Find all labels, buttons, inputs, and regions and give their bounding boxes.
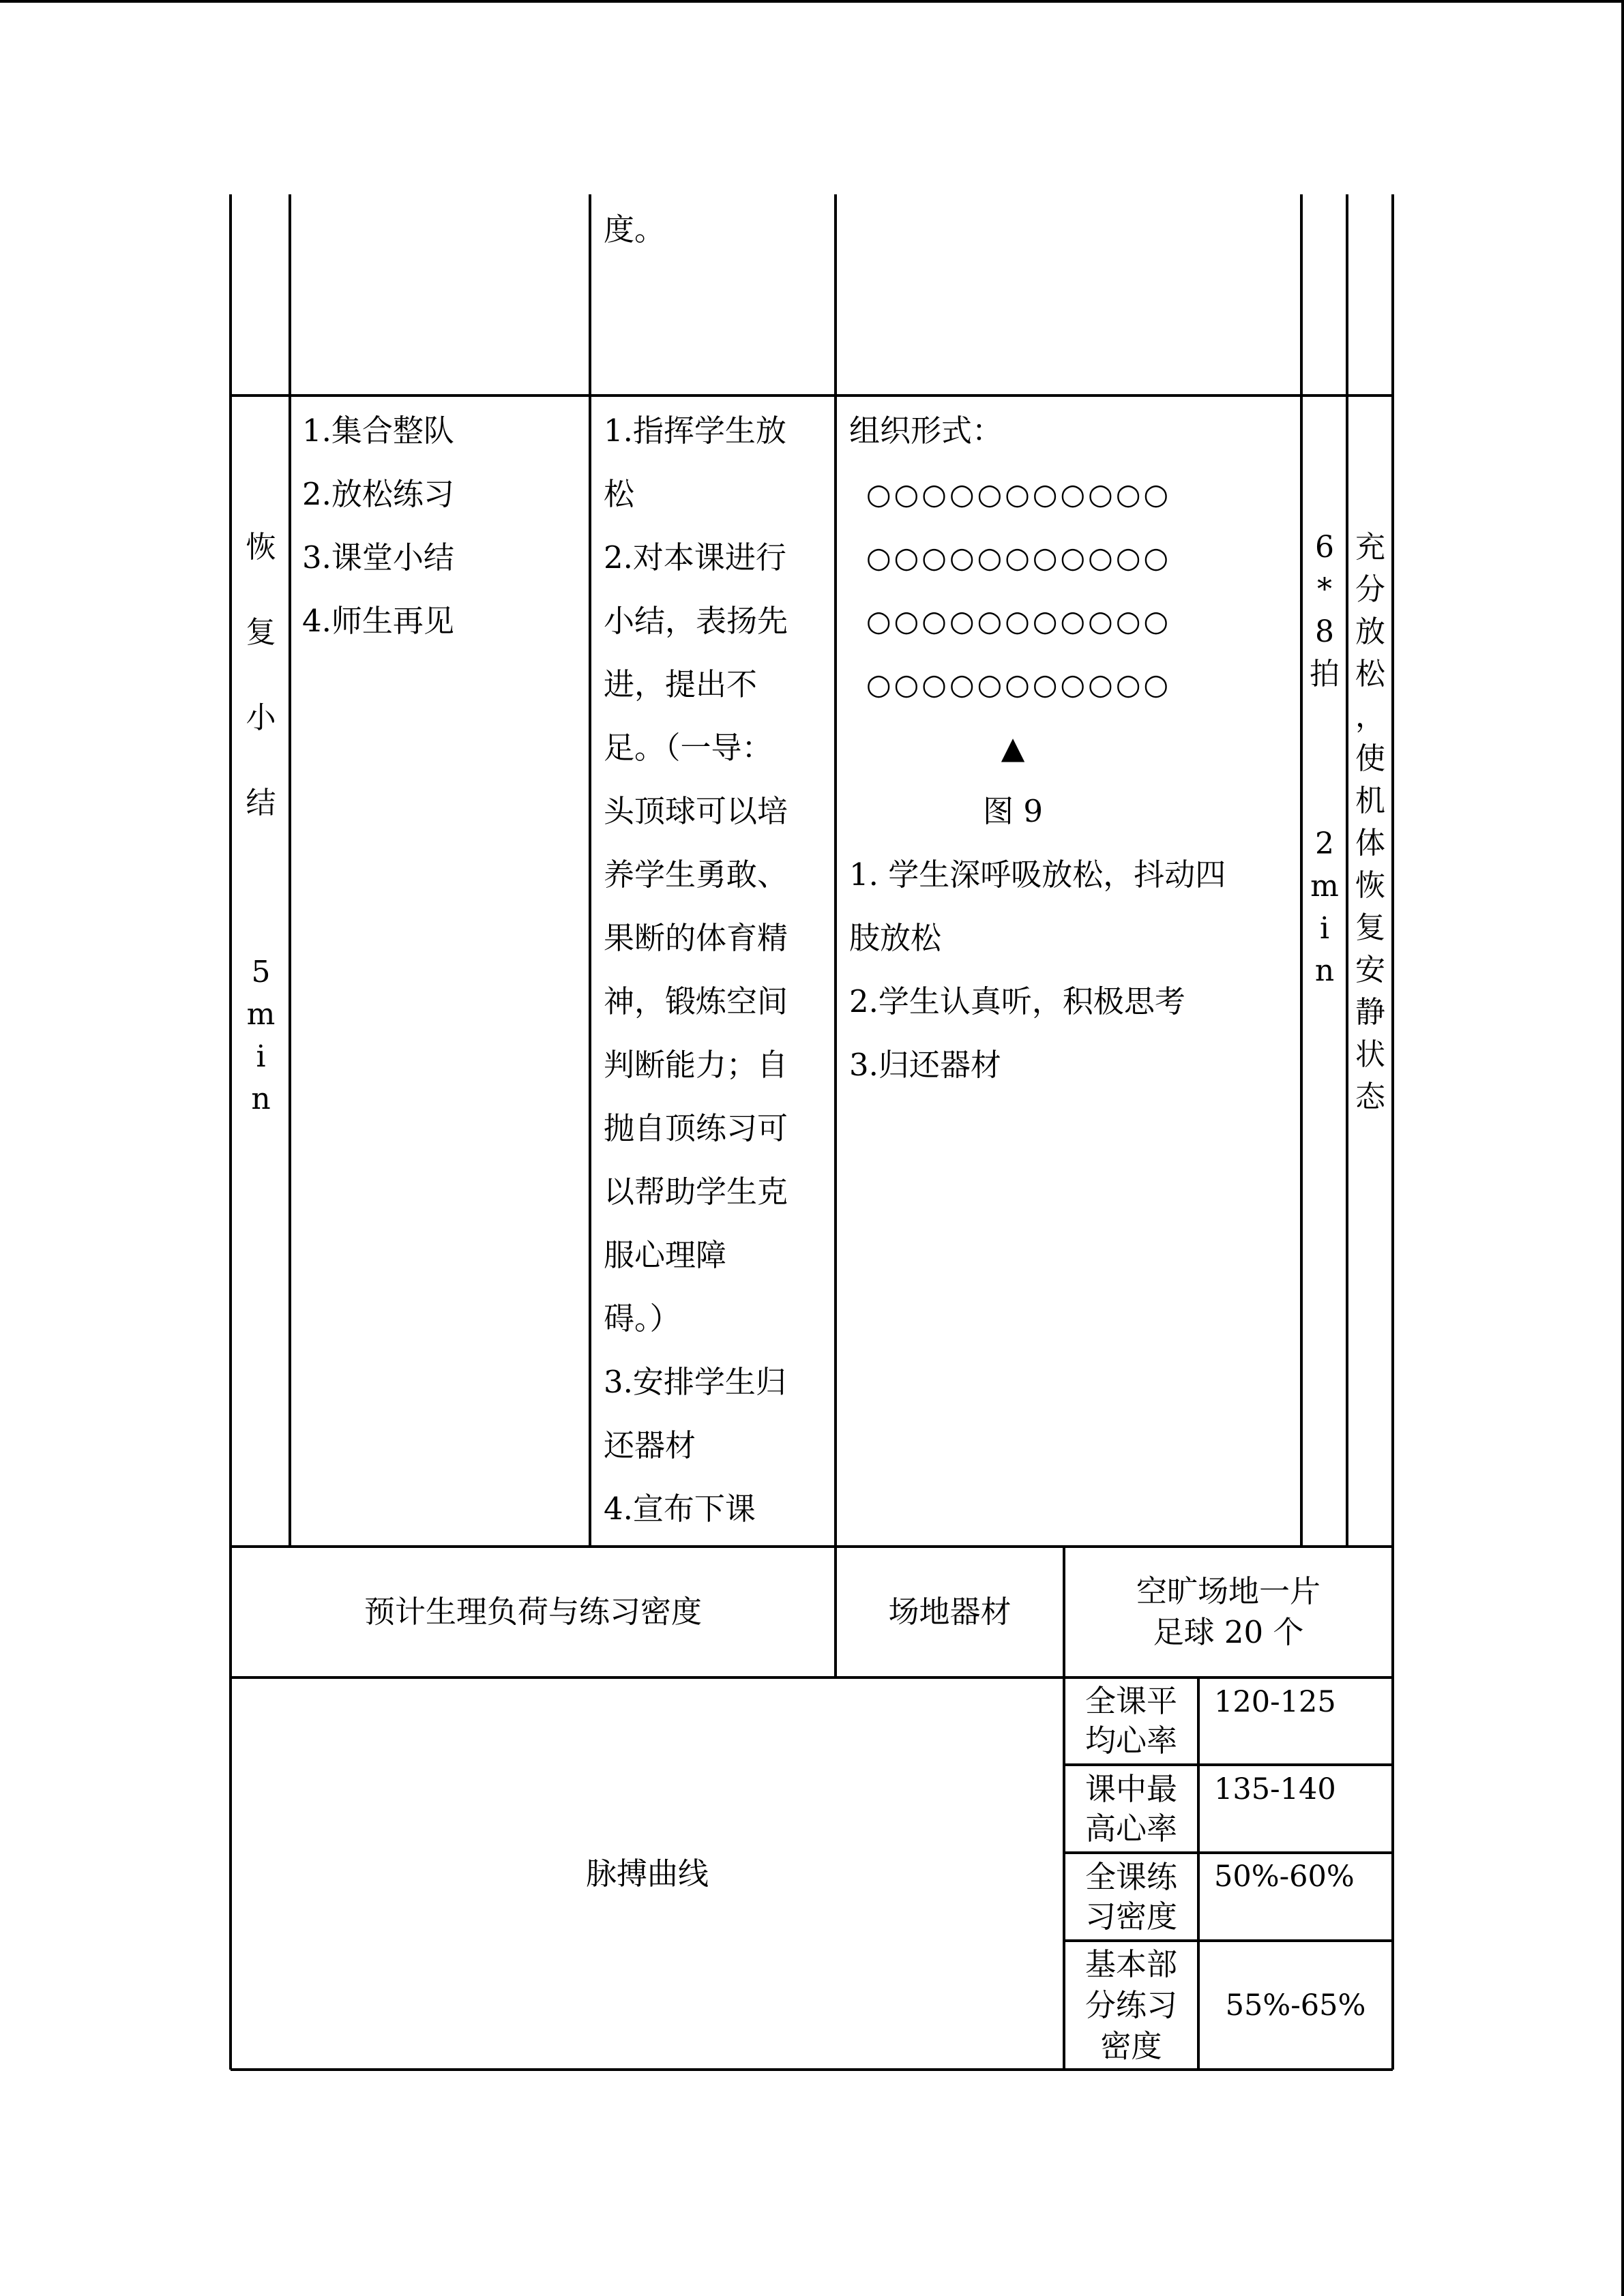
pulse-curve-label: 脉搏曲线 (585, 1855, 709, 1892)
section-duration-char: n (251, 1082, 271, 1116)
teacher-line: 抛自顶练习可 (604, 1110, 788, 1146)
formation-row: ○○○○○○○○○○○ (866, 668, 1172, 701)
teacher-line: 养学生勇敢、 (604, 856, 788, 893)
student-line: 1. 学生深呼吸放松，抖动四 (849, 856, 1226, 893)
requirement-char: ， (1355, 699, 1385, 734)
figure-caption: 图 9 (983, 793, 1043, 829)
section-duration-char: 5 (251, 955, 271, 989)
formation-row: ○○○○○○○○○○○ (866, 541, 1172, 574)
student-line: 2.学生认真听，积极思考 (849, 983, 1185, 1019)
requirement-char: 状 (1355, 1037, 1385, 1072)
content-item: 4.师生再见 (302, 603, 454, 639)
teacher-position-marker: ▲ (1001, 730, 1025, 766)
section-duration-char: i (256, 1039, 266, 1074)
formation-row: ○○○○○○○○○○○ (866, 604, 1172, 638)
teacher-line: 1.指挥学生放 (604, 413, 786, 449)
teacher-line: 果断的体育精 (604, 920, 788, 956)
requirement-char: 放 (1355, 614, 1385, 649)
formation-row: ○○○○○○○○○○○ (866, 477, 1172, 511)
section-name-char: 结 (246, 786, 276, 820)
metric-label-line: 习密度 (1084, 1898, 1177, 1935)
teacher-line: 神，锻炼空间 (604, 983, 788, 1019)
teacher-line: 服心理障 (604, 1237, 727, 1273)
metric-label (1065, 1766, 1197, 1851)
metric-label-line: 密度 (1100, 2027, 1162, 2064)
section-name-char: 恢 (246, 530, 276, 565)
teacher-line: 以帮助学生克 (604, 1174, 788, 1210)
teacher-line: 3.安排学生归 (604, 1364, 786, 1400)
requirement-char: 安 (1355, 953, 1385, 987)
reps-char: 6 (1315, 530, 1334, 565)
requirement-char: 体 (1355, 826, 1385, 861)
section-name-char: 复 (246, 615, 276, 650)
teacher-line: 头顶球可以培 (604, 793, 788, 829)
reps-char: 拍 (1310, 657, 1340, 691)
metric-value: 55%-65% (1225, 1988, 1366, 2023)
requirement-char: 松 (1355, 657, 1385, 691)
teacher-line: 进，提出不 (604, 666, 758, 702)
reps-char: * (1317, 572, 1332, 607)
metric-value: 50%-60% (1214, 1860, 1355, 1894)
section-name-char: 小 (246, 700, 276, 735)
requirement-char: 恢 (1355, 868, 1385, 903)
teacher-line: 松 (604, 476, 635, 512)
content-item: 2.放松练习 (302, 476, 454, 512)
time-char: 2 (1315, 826, 1334, 861)
teacher-line: 2.对本课进行 (604, 539, 786, 576)
requirement-char: 复 (1355, 910, 1385, 945)
section-duration-char: m (246, 997, 276, 1032)
time-char: i (1319, 911, 1330, 946)
teacher-line: 判断能力；自 (604, 1047, 788, 1083)
content-item: 1.集合整队 (302, 413, 454, 449)
time-char: n (1314, 953, 1335, 988)
time-char: m (1310, 869, 1339, 904)
load-density-label: 预计生理负荷与练习密度 (364, 1594, 702, 1630)
student-line: 3.归还器材 (849, 1047, 1001, 1083)
metric-label (1065, 1679, 1197, 1763)
venue-value (1065, 1548, 1391, 1676)
metric-value: 135-140 (1214, 1772, 1336, 1806)
metric-value: 120-125 (1214, 1685, 1336, 1719)
requirement-char: 使 (1355, 741, 1385, 776)
venue-value-line: 空旷场地一片 (1136, 1573, 1320, 1609)
metric-label-line: 分练习 (1084, 1986, 1177, 2023)
requirement-char: 机 (1355, 784, 1385, 818)
requirement-char: 静 (1355, 995, 1385, 1030)
metric-label (1065, 1854, 1197, 1939)
metric-label-line: 基本部 (1084, 1945, 1177, 1982)
metric-label-line: 课中最 (1084, 1770, 1177, 1807)
teacher-line: 还器材 (604, 1427, 696, 1463)
metric-label-line: 全课练 (1084, 1858, 1177, 1895)
metric-label-line: 均心率 (1084, 1723, 1177, 1759)
metric-label-line: 全课平 (1084, 1683, 1177, 1719)
organization-title: 组织形式： (849, 413, 1003, 449)
requirement-char: 分 (1355, 572, 1385, 607)
content-item: 3.课堂小结 (302, 539, 454, 576)
venue-label: 场地器材 (888, 1594, 1012, 1630)
teacher-line: 碍。） (604, 1300, 681, 1337)
teacher-line: 4.宣布下课 (604, 1491, 756, 1527)
top-fragment-text: 度。 (604, 211, 666, 248)
student-line: 肢放松 (849, 920, 942, 956)
requirement-char: 充 (1355, 530, 1385, 565)
metric-label (1065, 1942, 1197, 2068)
teacher-line: 小结，表扬先 (604, 603, 788, 639)
metric-label-line: 高心率 (1084, 1810, 1177, 1847)
requirement-char: 态 (1355, 1079, 1385, 1114)
reps-char: 8 (1315, 614, 1334, 649)
venue-value-line: 足球 20 个 (1153, 1614, 1304, 1650)
teacher-line: 足。（一导： (604, 730, 773, 766)
